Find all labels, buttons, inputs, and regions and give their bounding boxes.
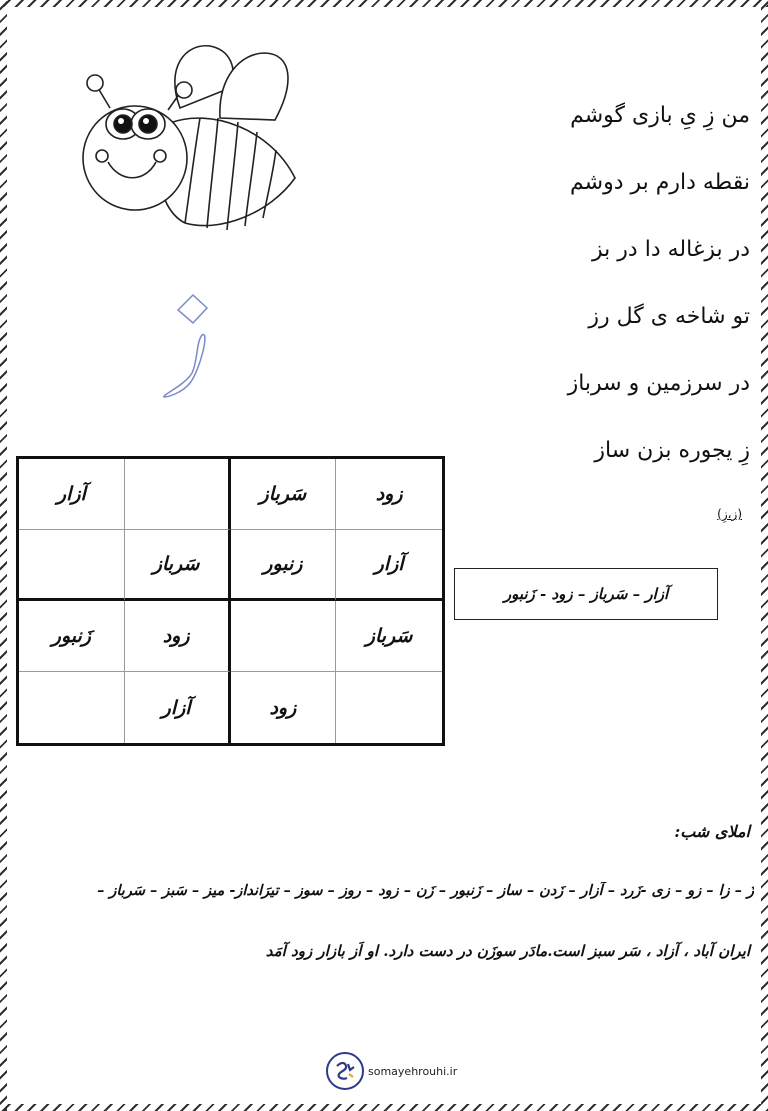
sudoku-cell[interactable] (19, 672, 125, 743)
sudoku-cell[interactable]: آزار (125, 672, 231, 743)
letter-forms-hint: (ز،زِ) (717, 507, 742, 521)
hatched-border-right (761, 0, 768, 1111)
hatched-border-bottom (0, 1104, 768, 1111)
poem-line: نقطه دارم بر دوشم (570, 170, 750, 195)
site-logo-icon (326, 1052, 364, 1090)
poem-line: در سرزمین و سرباز (567, 371, 750, 396)
letter-ze-outline-icon (160, 285, 250, 405)
sudoku-cell[interactable]: زَنبور (19, 601, 125, 672)
sudoku-cell[interactable] (336, 672, 442, 743)
sudoku-cell[interactable]: آزار (336, 530, 442, 601)
poem-line: در بزغاله دا در بز (592, 237, 750, 262)
sudoku-cell[interactable]: سَرباز (125, 530, 231, 601)
hatched-border-top (0, 0, 768, 7)
site-url: somayehrouhi.ir (368, 1064, 458, 1078)
sudoku-cell[interactable]: زود (231, 672, 337, 743)
sudoku-cell[interactable]: آزار (19, 459, 125, 530)
sudoku-cell[interactable]: سَرباز (231, 459, 337, 530)
dictation-sentences: ایران آباد ، آزاد ، سَر سبز است.مادَر سوزَن در دست دارد. او اَز بازار زود آمَد (265, 942, 750, 960)
sudoku-cell[interactable] (125, 459, 231, 530)
bee-illustration-icon (70, 38, 305, 233)
poem (568, 82, 750, 484)
word-bank-box: آزار – سَرباز – زود - زَنبور (454, 568, 718, 620)
poem-line: زِ یجوره بزن ساز (594, 438, 750, 463)
sudoku-cell[interactable]: زنبور (231, 530, 337, 601)
hatched-border-left (0, 0, 7, 1111)
poem-line: من زِ یِ بازی گوشم (570, 103, 750, 128)
word-sudoku-grid (16, 456, 445, 746)
sudoku-cell[interactable] (19, 530, 125, 601)
sudoku-cell[interactable]: زود (125, 601, 231, 672)
sudoku-cell[interactable]: زود (336, 459, 442, 530)
poem-line: تو شاخه ی گل رز (588, 304, 750, 329)
sudoku-cell[interactable]: سَرباز (336, 601, 442, 672)
dictation-words: زَ – زا – زو – زی -زَرد – آزار – زَدن – ساز – زَنبور – زَن – زود – روز – سوز – تیرَانداز- میز – سَبز – سَرباز – (97, 882, 754, 899)
dictation-title: املای شب: (674, 822, 750, 841)
sudoku-cell[interactable] (231, 601, 337, 672)
footer (326, 1052, 457, 1090)
